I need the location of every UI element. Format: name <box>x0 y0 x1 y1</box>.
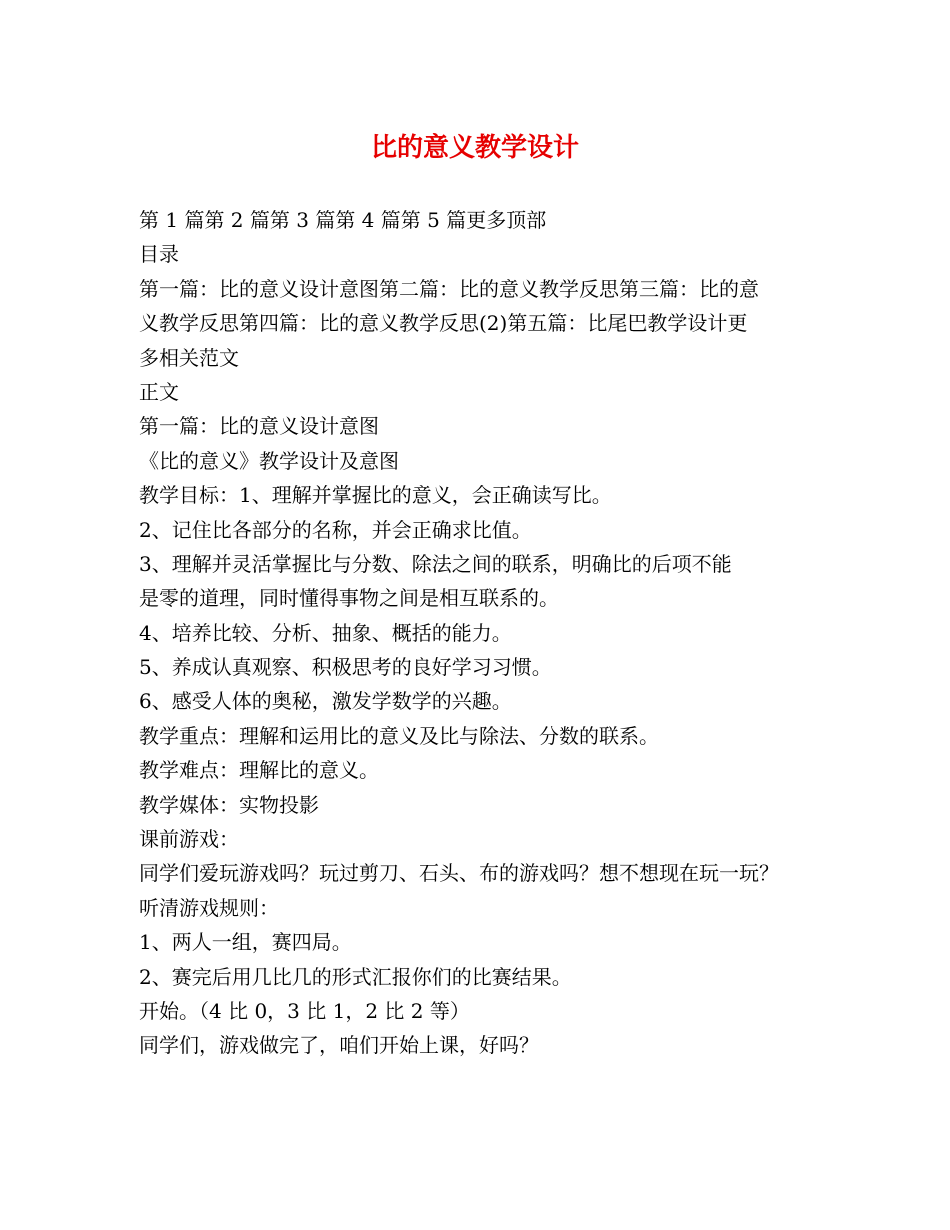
paragraph-line: 1、两人一组，赛四局。 <box>139 930 352 955</box>
paragraph-line: 同学们，游戏做完了，咱们开始上课，好吗？ <box>139 1033 539 1058</box>
document-title: 比的意义教学设计 <box>370 133 579 163</box>
paragraph-line: 5、养成认真观察、积极思考的良好学习习惯。 <box>139 655 552 680</box>
paragraph-line: 教学重点：理解和运用比的意义及比与除法、分数的联系。 <box>139 723 659 748</box>
paragraph-line: 6、感受人体的奥秘，激发学数学的兴趣。 <box>139 689 512 714</box>
paragraph-line: 2、记住比各部分的名称，并会正确求比值。 <box>139 517 532 542</box>
toc-line: 第一篇：比的意义设计意图第二篇：比的意义教学反思第三篇：比的意 <box>139 276 759 301</box>
paragraph-line: 是零的道理，同时懂得事物之间是相互联系的。 <box>139 586 559 611</box>
body-heading: 正文 <box>139 379 179 404</box>
paragraph-line: 教学媒体：实物投影 <box>139 792 319 817</box>
paragraph-line: 同学们爱玩游戏吗？玩过剪刀、石头、布的游戏吗？想不想现在玩一玩？ <box>139 861 779 886</box>
section-heading: 第一篇：比的意义设计意图 <box>139 414 379 439</box>
paragraph-line: 开始。（4 比 0，3 比 1，2 比 2 等） <box>139 998 470 1023</box>
paragraph-line: 听清游戏规则： <box>139 895 279 920</box>
document-body <box>139 203 839 1063</box>
paragraph-line: 3、理解并灵活掌握比与分数、除法之间的联系，明确比的后项不能 <box>139 551 732 576</box>
toc-line: 义教学反思第四篇：比的意义教学反思(2)第五篇：比尾巴教学设计更 <box>139 311 748 336</box>
paragraph-line: 教学难点：理解比的意义。 <box>139 758 379 783</box>
paragraph-line: 《比的意义》教学设计及意图 <box>139 448 399 473</box>
paragraph-line: 4、培养比较、分析、抽象、概括的能力。 <box>139 620 512 645</box>
paragraph-line: 教学目标：1、理解并掌握比的意义，会正确读写比。 <box>139 483 612 508</box>
paragraph-line: 2、赛完后用几比几的形式汇报你们的比赛结果。 <box>139 964 572 989</box>
paragraph-line: 课前游戏： <box>139 827 239 852</box>
toc-heading: 目录 <box>139 242 179 267</box>
nav-links-line: 第 1 篇第 2 篇第 3 篇第 4 篇第 5 篇更多顶部 <box>139 208 547 232</box>
toc-line: 多相关范文 <box>139 345 239 370</box>
